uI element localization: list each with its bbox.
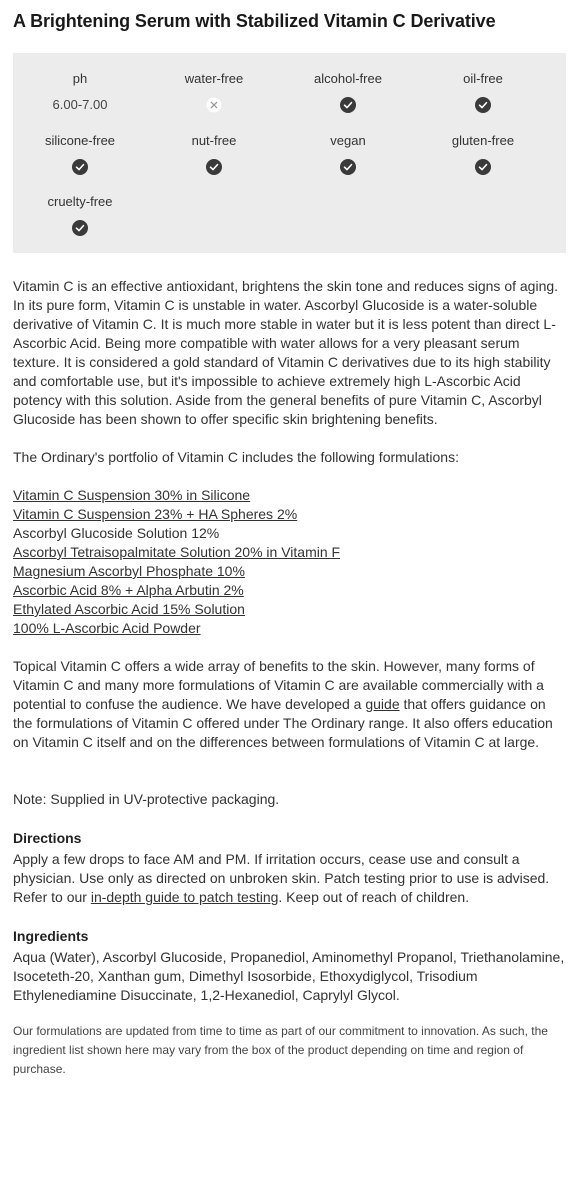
formulation-link[interactable]: 100% L-Ascorbic Acid Powder — [13, 620, 201, 636]
attribute-silicone-free — [13, 133, 147, 175]
attribute-label: ph — [72, 71, 88, 86]
directions-body: Apply a few drops to face AM and PM. If irritation occurs, cease use and consult a physician. Use only as directed on unbroken skin. Patch testing prior to use is advised. Refer to our — [13, 851, 550, 905]
check-circle-icon — [72, 159, 88, 175]
topical-paragraph — [13, 657, 566, 752]
attributes-panel — [13, 53, 566, 253]
product-title: A Brightening Serum with Stabilized Vitamin C Derivative — [13, 11, 496, 31]
attribute-label: oil-free — [463, 71, 503, 86]
check-circle-icon — [206, 159, 222, 175]
attribute-oil-free — [416, 71, 550, 113]
topical-text: Topical Vitamin C offers a wide array of benefits to the skin. However, many forms of Vitamin C and many more formulations of Vitamin C are available commercially with a potential to confuse the audience. We have developed a — [13, 658, 544, 712]
patch-testing-link[interactable]: in-depth guide to patch testing — [90, 889, 279, 905]
ingredients-text: Aqua (Water), Ascorbyl Glucoside, Propanediol, Aminomethyl Propanol, Triethanolamine, Isoceteth-20, Xanthan gum, Dimethyl Isosorbide, Ethoxydiglycol, Trisodium Ethylenediamine Disuccinate, 1,2-Hexanediol, Caprylyl Glycol. — [13, 949, 565, 1003]
attribute-nut-free — [147, 133, 281, 175]
disclaimer-text: Our formulations are updated from time to time as part of our commitment to innovation. As such, the ingredient list shown here may vary from the box of the product depending on time and region of purchase. — [13, 1024, 548, 1076]
formulation-list — [13, 486, 566, 638]
attribute-label: water-free — [184, 71, 244, 86]
packaging-note: Note: Supplied in UV-protective packaging. — [13, 791, 280, 807]
attribute-label: vegan — [330, 133, 366, 148]
formulation-link[interactable]: Ethylated Ascorbic Acid 15% Solution — [13, 601, 245, 617]
attribute-label: silicone-free — [44, 133, 116, 148]
attribute-value: 6.00-7.00 — [52, 97, 108, 112]
ingredients-heading: Ingredients — [13, 928, 89, 944]
attribute-water-free — [147, 71, 281, 113]
attribute-vegan — [281, 133, 415, 175]
attribute-ph — [13, 71, 147, 113]
topical-text: that offers guidance on the formulations of Vitamin C offered under The Ordinary range. It also offers education on Vitamin C itself and on the differences between formulations of Vitamin C at large. — [13, 696, 553, 750]
formulation-link[interactable]: Ascorbyl Tetraisopalmitate Solution 20% in Vitamin F — [13, 544, 341, 560]
directions-body: . Keep out of reach of children. — [278, 889, 470, 905]
check-circle-icon — [340, 159, 356, 175]
directions-text — [13, 850, 566, 907]
formulation-link[interactable]: Magnesium Ascorbyl Phosphate 10% — [13, 563, 245, 579]
check-circle-icon — [340, 97, 356, 113]
formulation-link[interactable]: Vitamin C Suspension 23% + HA Spheres 2% — [13, 506, 298, 522]
directions-heading: Directions — [13, 830, 82, 846]
check-circle-icon — [72, 220, 88, 236]
check-circle-icon — [475, 159, 491, 175]
attribute-label: cruelty-free — [47, 194, 113, 209]
formulation-link[interactable]: Vitamin C Suspension 30% in Silicone — [13, 487, 251, 503]
check-circle-icon — [475, 97, 491, 113]
intro-paragraph: Vitamin C is an effective antioxidant, brightens the skin tone and reduces signs of aging. In its pure form, Vitamin C is unstable in water. Ascorbyl Glucoside is a water-soluble derivative of Vitamin C. It is much more stable in water but it is less potent than direct L-Ascorbic Acid. Being more compatible with water allows for a very pleasant serum texture. It is considered a gold standard of Vitamin C derivatives due to its high stability and comfortable use, but it's impossible to achieve extremely high L-Ascorbic Acid potency with this solution. Aside from the general benefits of pure Vitamin C, Ascorbyl Glucoside has been shown to offer specific skin brightening benefits. — [13, 278, 559, 427]
guide-link[interactable]: guide — [365, 696, 400, 712]
attribute-gluten-free — [416, 133, 550, 175]
attribute-label: alcohol-free — [314, 71, 382, 86]
attribute-cruelty-free — [13, 194, 147, 236]
attribute-label: nut-free — [191, 133, 237, 148]
formulation-text: Ascorbyl Glucoside Solution 12% — [13, 525, 220, 541]
cross-circle-icon — [206, 97, 222, 113]
formulation-link[interactable]: Ascorbic Acid 8% + Alpha Arbutin 2% — [13, 582, 244, 598]
portfolio-intro: The Ordinary's portfolio of Vitamin C includes the following formulations: — [13, 449, 459, 465]
attribute-label: gluten-free — [451, 133, 515, 148]
attribute-alcohol-free — [281, 71, 415, 113]
